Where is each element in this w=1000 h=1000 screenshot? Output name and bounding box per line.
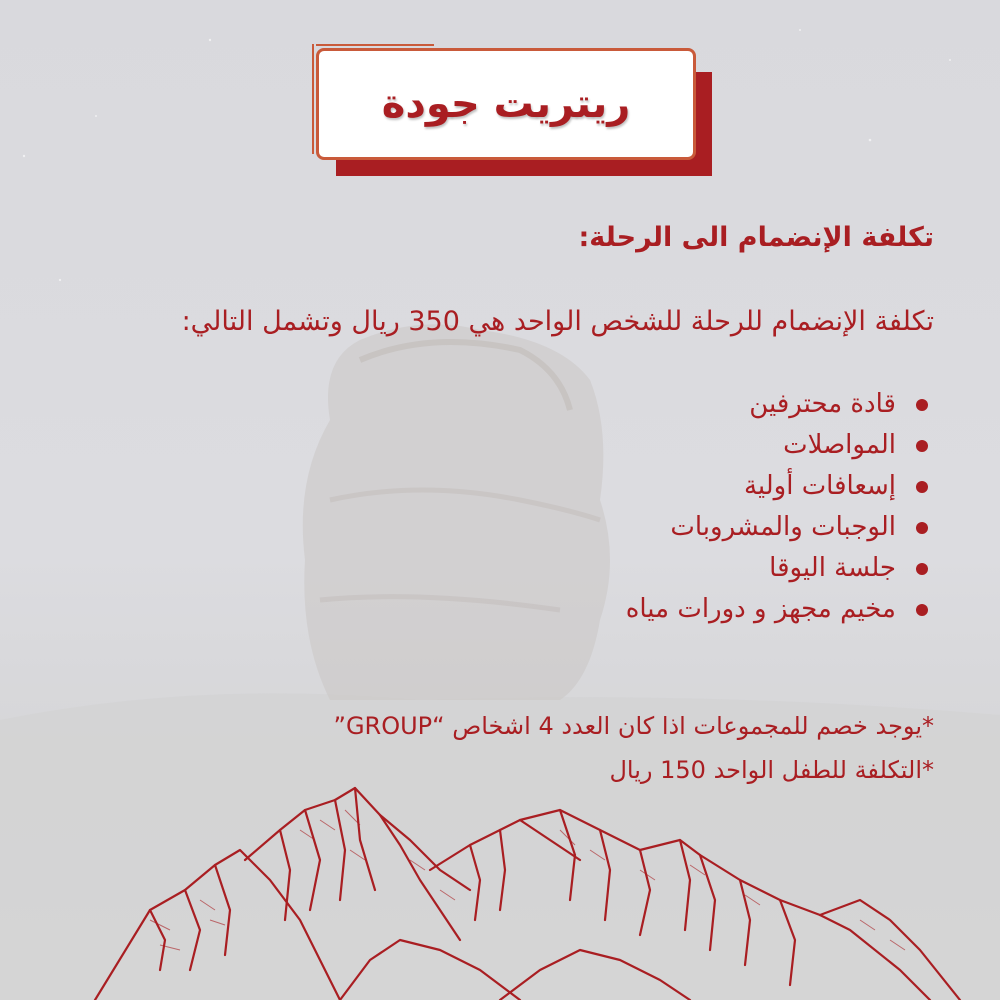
bullet-icon xyxy=(916,481,928,493)
title-card xyxy=(316,48,716,182)
mountains-illustration xyxy=(0,770,1000,1000)
list-item: مخيم مجهز و دورات مياه xyxy=(626,589,928,630)
list-item: الوجبات والمشروبات xyxy=(626,507,928,548)
cost-intro: تكلفة الإنضمام للرحلة للشخص الواحد هي 350 ريال وتشمل التالي: xyxy=(181,306,934,337)
list-item: جلسة اليوقا xyxy=(626,548,928,589)
cost-heading: تكلفة الإنضمام الى الرحلة: xyxy=(578,222,934,253)
bullet-icon xyxy=(916,399,928,411)
inclusions-list xyxy=(626,384,928,630)
list-item: المواصلات xyxy=(626,425,928,466)
child-cost-note: *التكلفة للطفل الواحد 150 ريال xyxy=(609,756,934,784)
title-box xyxy=(316,48,696,160)
bullet-icon xyxy=(916,440,928,452)
bullet-icon xyxy=(916,563,928,575)
group-discount-note: *يوجد خصم للمجموعات اذا كان العدد 4 اشخاص “GROUP” xyxy=(333,712,934,740)
title-decoration-line xyxy=(316,44,434,46)
page-title: ريتريت جودة xyxy=(381,81,631,127)
list-item: إسعافات أولية xyxy=(626,466,928,507)
bullet-icon xyxy=(916,522,928,534)
title-decoration-line xyxy=(312,44,314,154)
list-item: قادة محترفين xyxy=(626,384,928,425)
bullet-icon xyxy=(916,604,928,616)
